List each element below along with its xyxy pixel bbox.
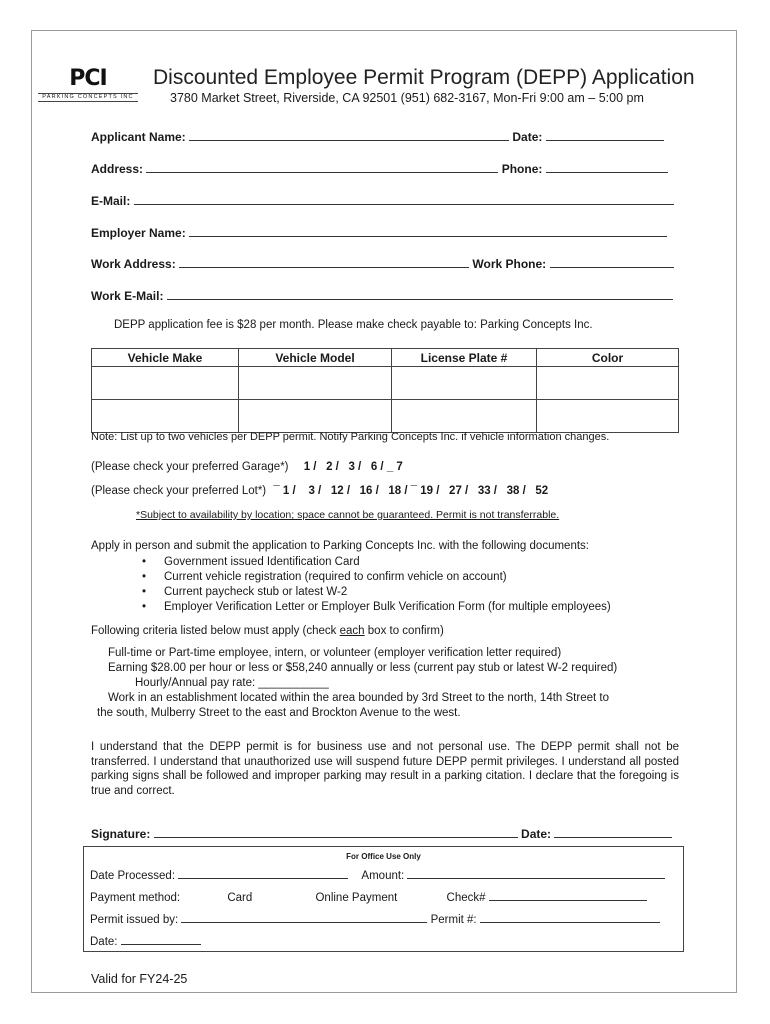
col-vehicle-make: Vehicle Make — [92, 349, 239, 367]
lot-options[interactable]: ¯ 1 / 3 / 12 / 16 / 18 / ¯ 19 / 27 / 33 / 38 / 52 — [273, 485, 549, 497]
pci-logo — [38, 68, 138, 102]
declaration-text: I understand that the DEPP permit is for business use and not personal use. The DEPP permit shall not be transferred. I understand that unauthorized use will suspend future DEPP permit privileges. I understand all posted parking signs shall be followed and improper parking may result in a parking citation. I declare that the foregoing is true and correct. — [91, 741, 679, 797]
list-item: • Current paycheck stub or latest W-2 — [142, 585, 611, 600]
lot-label: (Please check your preferred Lot*) — [91, 485, 267, 497]
list-item: • Current vehicle registration (required to confirm vehicle on account) — [142, 570, 611, 585]
applicant-name-input[interactable] — [189, 129, 509, 141]
signature-date-input[interactable] — [554, 826, 672, 838]
payment-check-option[interactable]: Check# — [446, 892, 486, 904]
date-processed-label: Date Processed: — [90, 870, 176, 882]
work-email-label: Work E-Mail: — [91, 289, 164, 303]
list-item: • Employer Verification Letter or Employer Bulk Verification Form (for multiple employees) — [142, 600, 611, 615]
work-address-label: Work Address: — [91, 257, 176, 271]
criteria-intro-text: Following criteria listed below must apply (check — [91, 625, 340, 637]
email-input[interactable] — [134, 193, 674, 205]
criteria-employee[interactable]: Full-time or Part-time employee, intern, or volunteer (employer verification letter required) — [108, 647, 562, 659]
criteria-earnings[interactable]: Earning $28.00 per hour or less or $58,240 annually or less (current pay stub or latest W-2 required) — [108, 662, 618, 674]
col-license-plate: License Plate # — [392, 349, 537, 367]
office-date-input[interactable] — [121, 933, 201, 945]
email-row — [91, 193, 674, 208]
date-processed-row — [90, 867, 665, 882]
vehicle2-plate-cell[interactable] — [392, 400, 537, 433]
office-address: 3780 Market Street, Riverside, CA 92501 (951) 682-3167, Mon-Fri 9:00 am – 5:00 pm — [170, 91, 644, 105]
vehicle1-model-cell[interactable] — [239, 367, 392, 400]
office-date-row — [90, 933, 201, 948]
permit-number-label: Permit #: — [430, 914, 477, 926]
vehicle1-color-cell[interactable] — [537, 367, 679, 400]
work-email-input[interactable] — [167, 288, 673, 300]
address-label: Address: — [91, 162, 144, 176]
vehicle2-color-cell[interactable] — [537, 400, 679, 433]
employer-name-input[interactable] — [189, 225, 667, 237]
signature-date-label: Date: — [521, 827, 552, 841]
criteria-location-cont: the south, Mulberry Street to the east and Brockton Avenue to the west. — [97, 707, 461, 719]
vehicle1-plate-cell[interactable] — [392, 367, 537, 400]
col-vehicle-model: Vehicle Model — [239, 349, 392, 367]
permit-number-input[interactable] — [480, 911, 660, 923]
office-use-box — [83, 846, 684, 952]
email-label: E-Mail: — [91, 194, 131, 208]
table-row — [92, 367, 679, 400]
documents-intro: Apply in person and submit the application to Parking Concepts Inc. with the following documents: — [91, 540, 589, 552]
garage-row — [91, 461, 403, 473]
work-phone-label: Work Phone: — [472, 257, 547, 271]
phone-input[interactable] — [546, 161, 668, 173]
amount-label: Amount: — [361, 870, 405, 882]
pay-rate-field[interactable]: Hourly/Annual pay rate: ___________ — [135, 677, 329, 689]
applicant-name-row — [91, 129, 664, 144]
work-address-row — [91, 256, 674, 271]
criteria-intro-each: each — [339, 625, 365, 637]
garage-label: (Please check your preferred Garage*) — [91, 461, 289, 473]
date-label: Date: — [512, 130, 543, 144]
signature-input[interactable] — [154, 826, 518, 838]
vehicle1-make-cell[interactable] — [92, 367, 239, 400]
criteria-location[interactable]: Work in an establishment located within the area bounded by 3rd Street to the north, 14th Street to — [108, 692, 609, 704]
employer-name-row — [91, 225, 667, 240]
table-row — [92, 400, 679, 433]
garage-options[interactable]: 1 / 2 / 3 / 6 / _ 7 — [303, 461, 403, 473]
vehicle2-make-cell[interactable] — [92, 400, 239, 433]
phone-label: Phone: — [501, 162, 543, 176]
lot-row — [91, 485, 548, 497]
work-email-row — [91, 288, 673, 303]
check-number-input[interactable] — [489, 889, 647, 901]
payment-card-option[interactable]: Card — [227, 892, 253, 904]
vehicle-note: Note: List up to two vehicles per DEPP permit. Notify Parking Concepts Inc. if vehicle information changes. — [91, 431, 610, 443]
logo-mark: PCI — [69, 66, 107, 91]
date-input[interactable] — [546, 129, 664, 141]
address-input[interactable] — [146, 161, 498, 173]
fee-note: DEPP application fee is $28 per month. Please make check payable to: Parking Concepts Inc. — [114, 319, 593, 331]
logo-subtitle: PARKING CONCEPTS INC — [38, 93, 138, 102]
employer-name-label: Employer Name: — [91, 226, 186, 240]
amount-input[interactable] — [407, 867, 665, 879]
form-title: Discounted Employee Permit Program (DEPP) Application — [153, 66, 695, 89]
col-color: Color — [537, 349, 679, 367]
permit-issued-row — [90, 911, 660, 926]
signature-row — [91, 826, 672, 841]
vehicle-table — [91, 348, 679, 433]
criteria-intro — [91, 625, 444, 637]
signature-label: Signature: — [91, 827, 151, 841]
address-row — [91, 161, 668, 176]
date-processed-input[interactable] — [178, 867, 348, 879]
vehicle2-model-cell[interactable] — [239, 400, 392, 433]
documents-list — [142, 555, 611, 615]
payment-online-option[interactable]: Online Payment — [315, 892, 398, 904]
valid-period: Valid for FY24-25 — [91, 972, 188, 986]
payment-method-label: Payment method: — [90, 892, 181, 904]
office-date-label: Date: — [90, 936, 118, 948]
permit-issued-by-input[interactable] — [181, 911, 427, 923]
work-phone-input[interactable] — [550, 256, 674, 268]
work-address-input[interactable] — [179, 256, 469, 268]
office-use-title: For Office Use Only — [346, 852, 421, 861]
availability-note: *Subject to availability by location; space cannot be guaranteed. Permit is not transferrable. — [136, 509, 560, 521]
list-item: • Government issued Identification Card — [142, 555, 611, 570]
criteria-intro-suffix: box to confirm) — [364, 625, 444, 637]
payment-method-row — [90, 889, 647, 904]
vehicle-table-header — [92, 349, 679, 367]
permit-issued-by-label: Permit issued by: — [90, 914, 179, 926]
applicant-name-label: Applicant Name: — [91, 130, 186, 144]
